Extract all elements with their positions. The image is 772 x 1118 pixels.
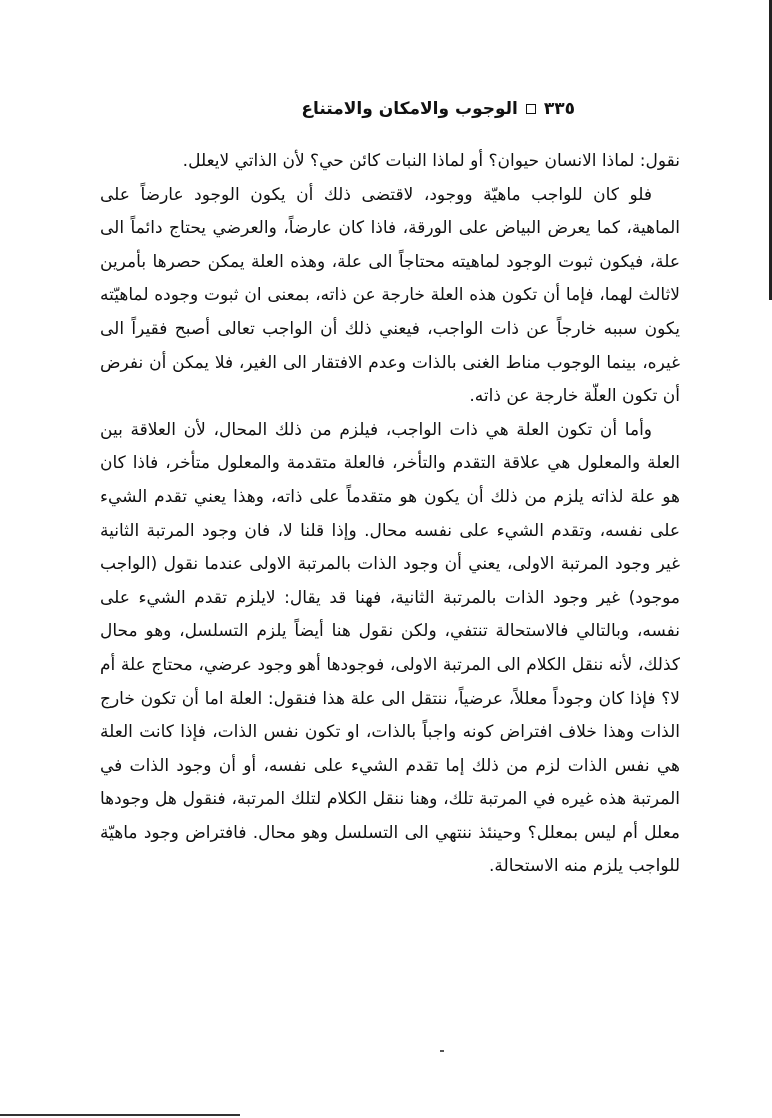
- running-header: [175, 94, 575, 124]
- paragraph-1: نقول: لماذا الانسان حيوان؟ أو لماذا النبات كائن حي؟ لأن الذاتي لايعلل.: [182, 151, 680, 171]
- page-number: ٣٣٥: [543, 99, 575, 119]
- running-title: الوجوب والامكان والامتناع: [301, 99, 518, 119]
- separator-square-icon: [526, 104, 536, 114]
- paragraph-3: وأما أن تكون العلة هي ذات الواجب، فيلزم من ذلك المحال، لأن العلاقة بين العلة والمعلول هي علاقة التقدم والتأخر، فالعلة متقدمة والمعلول متأخر، فاذا كان هو علة لذاته يلزم من ذلك أن يكون هو متقدماً على ذاته، وهذا يعني تقدم الشيء على نفسه، وتقدم الشيء على نفسه محال. وإذا قلنا لا، فان وجود المرتبة الثانية غير وجود المرتبة الاولى، يعني أن وجود الذات بالمرتبة الاولى عندما نقول (الواجب موجود) غير وجود الذات بالمرتبة الثانية، فهنا قد يقال: لايلزم تقدم الشيء على نفسه، وبالتالي فالاستحالة تنتفي، ولكن نقول هنا أيضاً يلزم التسلسل، وهو محال كذلك، لأنه ننقل الكلام الى المرتبة الاولى، فوجودها أهو وجود عرضي، محتاج علة أم لا؟ فإذا كان وجوداً معللاً، عرضياً، ننتقل الى علة هذا فنقول: العلة اما أن تكون خارج الذات وهذا خلاف افتراض كونه واجباً بالذات، او تكون نفس الذات، فإذا كانت العلة هي نفس الذات لزم من ذلك إما تقدم الشيء على نفسه، أو أن وجود الذات في المرتبة هذه غيره في المرتبة تلك، وهنا ننقل الكلام لتلك المرتبة، فنقول هل وجودها معلل أم ليس بمعلل؟ وحينئذ ننتهي الى التسلسل وهو محال. فافتراض وجود ماهيّة للواجب يلزم منه الاستحالة.: [100, 419, 680, 877]
- body-text: [100, 145, 680, 884]
- paragraph-2: فلو كان للواجب ماهيّة ووجود، لاقتضى ذلك أن يكون الوجود عارضاً على الماهية، كما يعرض البياض على الورقة، فاذا كان عارضاً، والعرضي يحتاج دائماً الى علة، فيكون ثبوت الوجود لماهيته محتاجاً الى علة، وهذه العلة يمكن حصرها بأمرين لاثالث لهما، فإما أن تكون هذه العلة خارجة عن ذاته، بمعنى ان ثبوت وجوده لماهيّته يكون سببه خارجاً عن ذات الواجب، فيعني ذلك أن الواجب تعالى أصبح فقيراً الى غيره، بينما الوجوب مناط الغنى بالذات وعدم الافتقار الى الغير، فلا يمكن أن نفرض أن تكون العلّة خارجة عن ذاته.: [100, 184, 680, 407]
- scan-edge-line: [0, 1114, 240, 1116]
- scan-dot: [440, 1050, 444, 1052]
